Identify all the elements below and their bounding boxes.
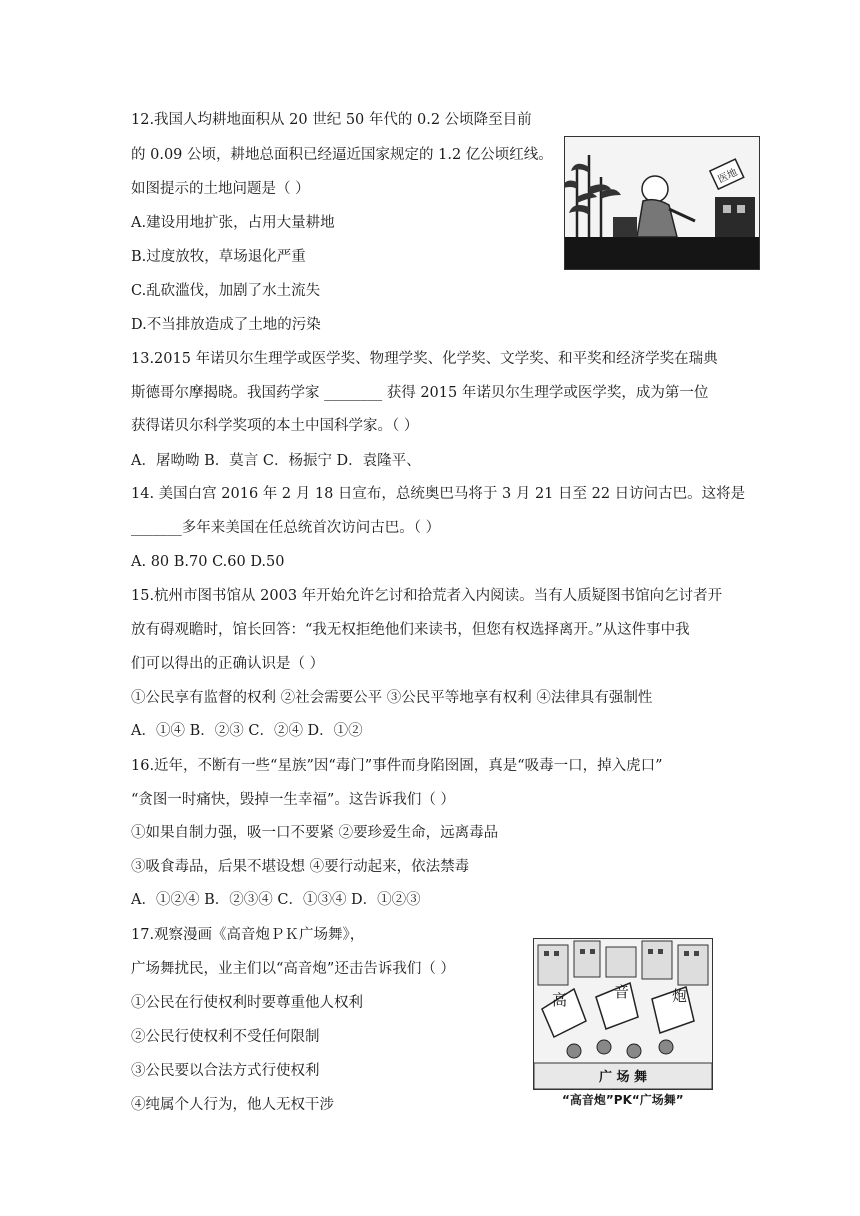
- q14-stem-line2: _______多年来美国在任总统首次访问古巴。（ ）: [131, 520, 441, 536]
- q16-options: A．①②④ B．②③④ C．①③④ D．①②③: [131, 892, 421, 908]
- q12-cartoon-image: [564, 136, 760, 270]
- q16-stem-line1: 16.近年，不断有一些“星族”因“毒门”事件而身陷囹圄，真是“吸毒一口，掉入虎口”: [131, 758, 663, 774]
- q12-stem-line3: 如图提示的土地问题是（ ）: [131, 181, 310, 197]
- loudspeaker-dance-cartoon-drawing: [534, 939, 712, 1089]
- q17-figure-caption: “高音炮”PK“广场舞”: [562, 1093, 684, 1107]
- q15-statements: ①公民享有监督的权利 ②社会需要公平 ③公民平等地享有权利 ④法律具有强制性: [131, 690, 653, 706]
- farmland-cartoon-drawing: [565, 137, 759, 269]
- q15-stem-line3: 们可以得出的正确认识是（ ）: [131, 656, 325, 672]
- figure-top-char-2: 音: [614, 983, 630, 1001]
- q17-statement-2: ②公民行使权利不受任何限制: [131, 1029, 320, 1045]
- q16-statements-line1: ①如果自制力强，吸一口不要紧 ②要珍爱生命，远离毒品: [131, 825, 499, 841]
- q16-statements-line2: ③吸食毒品，后果不堪设想 ④要行动起来，依法禁毒: [131, 859, 470, 875]
- q12-option-b: B.过度放牧，草场退化严重: [131, 249, 306, 265]
- q17-stem-line2: 广场舞扰民，业主们以“高音炮”还击告诉我们（ ）: [131, 961, 455, 977]
- q12-option-d: D.不当排放造成了土地的污染: [131, 317, 321, 333]
- q12-stem-line1: 12.我国人均耕地面积从 20 世纪 50 年代的 0.2 公顷降至目前: [131, 112, 532, 128]
- q17-cartoon-image: [533, 938, 713, 1090]
- q17-statement-1: ①公民在行使权利时要尊重他人权利: [131, 995, 363, 1011]
- figure-sign-text: 医地: [716, 167, 740, 186]
- q13-stem-line3: 获得诺贝尔科学奖项的本土中国科学家。（ ）: [131, 418, 419, 434]
- q13-stem-line2: 斯德哥尔摩揭晓。我国药学家 ________ 获得 2015 年诺贝尔生理学或医学奖，成为第一位: [131, 385, 709, 401]
- q14-stem-line1: 14. 美国白宫 2016 年 2 月 18 日宣布，总统奥巴马将于 3 月 21 日至 22 日访问古巴。这将是: [131, 486, 746, 502]
- q13-options: A．屠呦呦 B．莫言 C．杨振宁 D．袁隆平、: [131, 453, 421, 469]
- q13-stem-line1: 13.2015 年诺贝尔生理学或医学奖、物理学奖、化学奖、文学奖、和平奖和经济学奖在瑞典: [131, 351, 718, 367]
- q17-stem-line1: 17.观察漫画《高音炮ＰＫ广场舞》，: [131, 927, 365, 943]
- figure-bottom-text: 广 场 舞: [598, 1070, 648, 1085]
- q14-options: A. 80 B.70 C.60 D.50: [131, 554, 285, 570]
- q15-stem-line2: 放有碍观瞻时，馆长回答：“我无权拒绝他们来读书，但您有权选择离开。”从这件事中我: [131, 622, 690, 638]
- q12-option-a: A.建设用地扩张，占用大量耕地: [131, 215, 335, 231]
- q16-stem-line2: “贪图一时痛快，毁掉一生幸福”。这告诉我们（ ）: [131, 792, 455, 808]
- q17-statement-4: ④纯属个人行为，他人无权干涉: [131, 1097, 334, 1113]
- q17-statement-3: ③公民要以合法方式行使权利: [131, 1063, 320, 1079]
- q15-options: A．①④ B．②③ C．②④ D．①②: [131, 723, 363, 739]
- figure-top-char-1: 高: [552, 991, 568, 1009]
- q15-stem-line1: 15.杭州市图书馆从 2003 年开始允许乞讨和拾荒者入内阅读。当有人质疑图书馆向乞讨者开: [131, 588, 723, 604]
- q12-option-c: C.乱砍滥伐，加剧了水土流失: [131, 283, 321, 299]
- figure-top-char-3: 炮: [672, 987, 688, 1005]
- q12-stem-line2: 的 0.09 公顷，耕地总面积已经逼近国家规定的 1.2 亿公顷红线。: [131, 147, 553, 163]
